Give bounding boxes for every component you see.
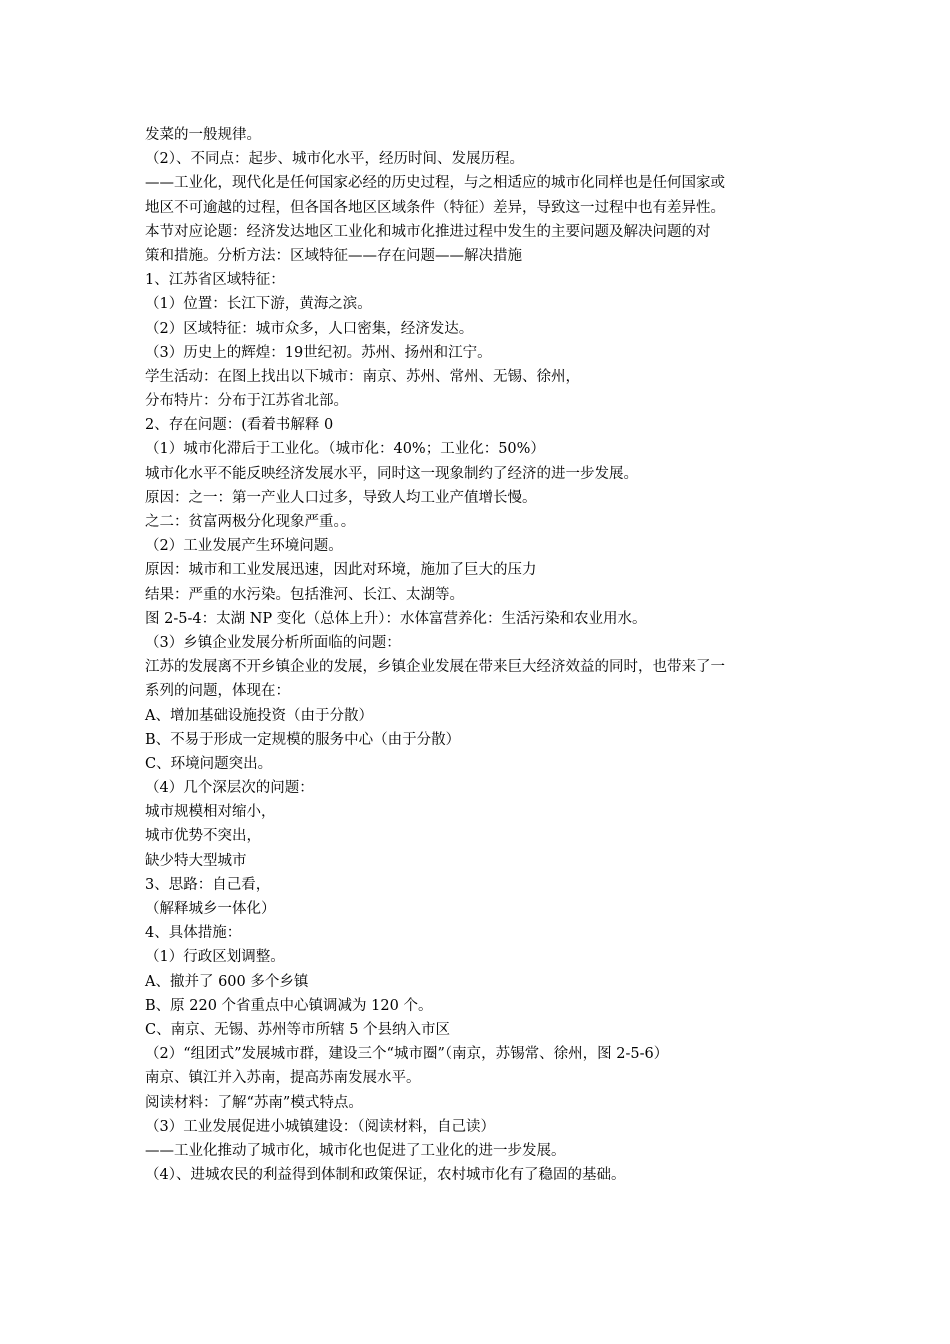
text-line: C、南京、无锡、苏州等市所辖 5 个县纳入市区 — [145, 1021, 451, 1038]
text-line: 阅读材料：了解“苏南”模式特点。 — [145, 1094, 363, 1111]
text-line: 结果：严重的水污染。包括淮河、长江、太湖等。 — [145, 586, 464, 603]
text-line: 江苏的发展离不开乡镇企业的发展，乡镇企业发展在带来巨大经济效益的同时，也带来了一 — [145, 659, 725, 676]
text-line: （2）、不同点：起步、城市化水平，经历时间、发展历程。 — [145, 151, 524, 168]
text-line: （2）区域特征：城市众多，人口密集，经济发达。 — [145, 320, 474, 337]
text-line: 4、具体措施： — [145, 925, 242, 942]
text-line: 原因：之一：第一产业人口过多，导致人均工业产值增长慢。 — [145, 489, 537, 506]
text-line: 地区不可逾越的过程，但各国各地区区域条件（特征）差异，导致这一过程中也有差异性。 — [145, 199, 725, 216]
text-line: 发菜的一般规律。 — [145, 127, 261, 143]
text-line: 3、思路：自己看， — [145, 876, 271, 893]
text-line: ——工业化推动了城市化，城市化也促进了工业化的进一步发展。 — [145, 1142, 566, 1159]
text-line: （1）行政区划调整。 — [145, 949, 285, 966]
text-line: A、增加基础设施投资（由于分散） — [145, 707, 373, 724]
text-line: 之二：贫富两极分化现象严重。。 — [145, 514, 356, 530]
text-line: C、环境问题突出。 — [145, 755, 273, 772]
text-line: （1）位置：长江下游，黄海之滨。 — [145, 296, 372, 313]
text-line: 2、存在问题：(看着书解释 0 — [145, 417, 334, 434]
text-line: （4）几个深层次的问题： — [145, 780, 314, 797]
text-line: 城市规模相对缩小， — [145, 804, 276, 821]
text-line: （解释城乡一体化） — [145, 901, 276, 917]
text-line: ——工业化，现代化是任何国家必经的历史过程，与之相适应的城市化同样也是任何国家或 — [145, 175, 725, 192]
text-line: 图 2-5-4：太湖 NP 变化（总体上升）：水体富营养化：生活污染和农业用水。 — [145, 610, 647, 627]
text-line: 南京、镇江并入苏南，提高苏南发展水平。 — [145, 1070, 421, 1087]
text-line: （3）历史上的辉煌：19世纪初。苏州、扬州和江宁。 — [145, 344, 492, 361]
text-line: 分布特片：分布于江苏省北部。 — [145, 393, 348, 410]
text-line: 学生活动：在图上找出以下城市：南京、苏州、常州、无锡、徐州， — [145, 368, 580, 385]
text-line: （4）、进城农民的利益得到体制和政策保证，农村城市化有了稳固的基础。 — [145, 1167, 626, 1184]
text-line: （3）工业发展促进小城镇建设：（阅读材料，自己读） — [145, 1118, 495, 1135]
text-line: 系列的问题，体现在： — [145, 683, 290, 700]
text-line: （2）工业发展产生环境问题。 — [145, 538, 343, 555]
text-line: B、原 220 个省重点中心镇调减为 120 个。 — [145, 997, 433, 1014]
text-line: （2）“组团式”发展城市群，建设三个“城市圈”（南京，苏锡常、徐州，图 2-5-6） — [145, 1046, 669, 1063]
text-line: （1）城市化滞后于工业化。（城市化：40%；工业化：50%） — [145, 441, 545, 458]
text-line: 城市化水平不能反映经济发展水平，同时这一现象制约了经济的进一步发展。 — [145, 465, 638, 482]
text-line: B、不易于形成一定规模的服务中心（由于分散） — [145, 731, 461, 748]
text-line: 缺少特大型城市 — [145, 852, 247, 869]
text-line: 策和措施。分析方法：区域特征——存在问题——解决措施 — [145, 247, 522, 264]
text-line: 城市优势不突出， — [145, 828, 261, 845]
text-line: （3）乡镇企业发展分析所面临的问题： — [145, 634, 401, 651]
document-body — [145, 123, 815, 1187]
text-line: 本节对应论题：经济发达地区工业化和城市化推进过程中发生的主要问题及解决问题的对 — [145, 223, 711, 240]
text-line: 原因：城市和工业发展迅速，因此对环境，施加了巨大的压力 — [145, 562, 537, 579]
text-line: 1、江苏省区域特征： — [145, 272, 285, 289]
text-line: A、撤并了 600 多个乡镇 — [145, 973, 309, 990]
